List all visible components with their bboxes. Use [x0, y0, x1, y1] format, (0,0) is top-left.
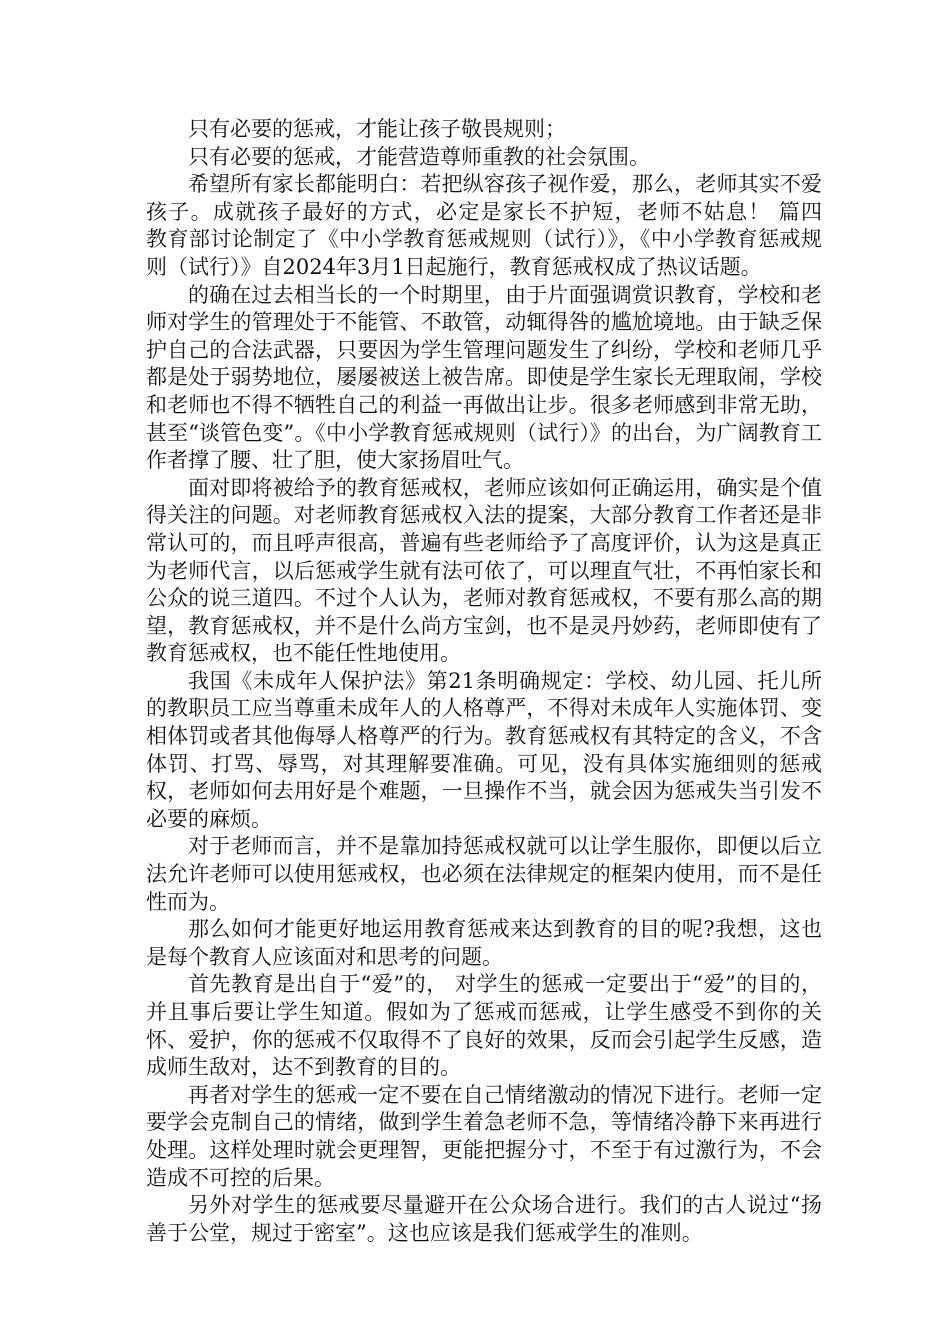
paragraph: 面对即将被给予的教育惩戒权，老师应该如何正确运用，确实是个值得关注的问题。对老师教育惩戒权入法的提案，大部分教育工作者还是非常认可的，而且呼声很高，普遍有些老师给予了高度评价，认为这是真正为老师代言，以后惩戒学生就有法可依了，可以理直气壮，不再怕家长和公众的说三道四。不过个人认为，老师对教育惩戒权，不要有那么高的期望，教育惩戒权，并不是什么尚方宝剑，也不是灵丹妙药，老师即使有了教育惩戒权，也不能任性地使用。 — [146, 475, 822, 666]
paragraph: 的确在过去相当长的一个时期里，由于片面强调赏识教育，学校和老师对学生的管理处于不能管、不敢管，动辄得咎的尴尬境地。由于缺乏保护自己的合法武器，只要因为学生管理问题发生了纠纷，学校和老师几乎都是处于弱势地位，屡屡被送上被告席。即使是学生家长无理取闹，学校和老师也不得不牺牲自己的利益一再做出让步。很多老师感到非常无助，甚至“谈管色变”。《中小学教育惩戒规则（试行）》的出台，为广阔教育工作者撑了腰、壮了胆，使大家扬眉吐气。 — [146, 282, 822, 473]
paragraph: 对于老师而言，并不是靠加持惩戒权就可以让学生服你，即便以后立法允许老师可以使用惩戒权，也必须在法律规定的框架内使用，而不是任性而为。 — [146, 834, 822, 914]
paragraph: 那么如何才能更好地运用教育惩戒来达到教育的目的呢?我想，这也是每个教育人应该面对和思考的问题。 — [146, 917, 822, 969]
paragraph: 我国《未成年人保护法》第21条明确规定：学校、幼儿园、托儿所的教职员工应当尊重未成年人的人格尊严，不得对未成年人实施体罚、变相体罚或者其他侮辱人格尊严的行为。教育惩戒权有其特定的含义，不含体罚、打骂、辱骂，对其理解要准确。可见，没有具体实施细则的惩戒权，老师如何去用好是个难题，一旦操作不当，就会因为惩戒失当引发不必要的麻烦。 — [146, 668, 822, 831]
document-page — [146, 116, 864, 1247]
paragraph: 只有必要的惩戒，才能让孩子敬畏规则； — [188, 117, 566, 141]
paragraph: 首先教育是出自于“爱”的， 对学生的惩戒一定要出于“爱”的目的，并且事后要让学生知道。假如为了惩戒而惩戒，让学生感受不到你的关怀、爱护，你的惩戒不仅取得不了良好的效果，反而会引起学生反感，造成师生敌对，达不到教育的目的。 — [146, 972, 822, 1080]
paragraph: 只有必要的惩戒，才能营造尊师重教的社会氛围。 — [188, 144, 650, 169]
paragraph: 希望所有家长都能明白：若把纵容孩子视作爱，那么，老师其实不爱孩子。成就孩子最好的方式，必定是家长不护短，老师不姑息！ 篇四 教育部讨论制定了《中小学教育惩戒规则（试行）》，《中小学教育惩戒规则（试行）》自2024年3月1日起施行，教育惩戒权成了热议话题。 — [146, 172, 864, 279]
paragraph: 另外对学生的惩戒要尽量避开在公众场合进行。我们的古人说过“扬善于公堂，规过于密室”。这也应该是我们惩戒学生的准则。 — [146, 1193, 822, 1245]
paragraph: 再者对学生的惩戒一定不要在自己情绪激动的情况下进行。老师一定要学会克制自己的情绪，做到学生着急老师不急，等情绪冷静下来再进行处理。这样处理时就会更理智，更能把握分寸，不至于有过激行为，不会造成不可控的后果。 — [146, 1082, 822, 1190]
